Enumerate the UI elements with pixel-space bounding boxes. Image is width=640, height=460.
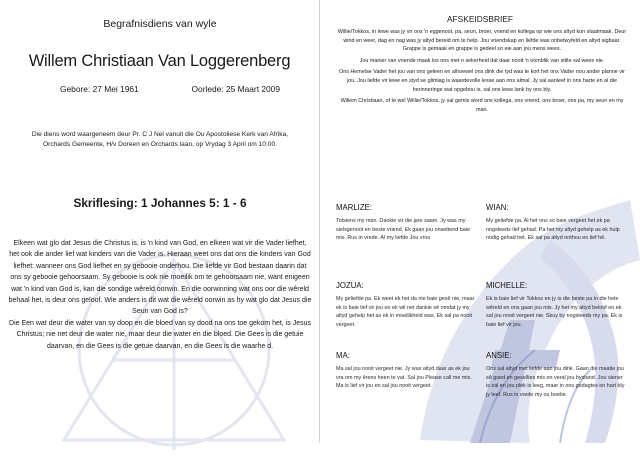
scripture-text [8, 238, 312, 352]
right-page [320, 0, 640, 443]
intro-heading: Begrafnisdiens van wyle [103, 18, 217, 30]
message-jozua [336, 282, 476, 330]
letter-paragraph-1: Willie/Tokkos, in lewe was jy vir ons 'n eggenoot, pa, seun, broer, vriend en kollega op wie ons altyd kon staatmaak. Deur wind en weer, dag en nag was jy altyd bereid om te help. Jou vriendskap en liefde was onbetwyfeld en altyd sigbaar. Grappe is gemaak en grappe is gedeel so eie aan jou mens wees. [337, 29, 627, 53]
message-name: MICHELLE: [486, 281, 528, 290]
message-ansie [486, 352, 628, 400]
death-date: Oorlede: 25 Maart 2009 [191, 84, 280, 94]
message-name: MARLIZE: [336, 203, 372, 212]
scripture-heading: Skriflesing: 1 Johannes 5: 1 - 6 [73, 196, 247, 210]
farewell-title: AFSKEIDSBRIEF [446, 14, 514, 24]
letter-paragraph-4: Willem Christiaan, of te wel Willie/Tokkos, jy sal gemis word ons kollega, ons vriend, ons broer, ons pa, my seun en my man. [340, 98, 624, 113]
scripture-paragraph-2: Die Een wat deur die water van sy doop en die bloed van sy dood na ons toe gekom het, is Jesus Christus; nie net deur die water nie, maar deur die water en die bloed. Die Gees is die getuie daarvan, en die Gees is die getuie daarvan, en die Gees is die waarhe d. [9, 319, 311, 350]
letter-paragraph-3: Ons Hemelse Vader het jou van ons geleen en alhoewel ons dink die tyd was te kort het ons Vader nou ander planne vir jou. Jou liefde vir lewe en styd se glimlag is waardevolle lesse aan ons almal. Jy sal aanleef in ons harte en al die herinneringe wat opgebou is, sal ons lewe lank by ons bly. [339, 69, 625, 93]
message-name: ANSIE: [486, 351, 512, 360]
message-text: My geliefde pa. Al het ons so baie vergeet het ek pa nogsteeds lief gehad. Pa het my altyd gehelp as ek hulp nodig gehad het. Ek sal pa altyd onthou en lief hê. [486, 217, 620, 242]
message-michelle [486, 282, 628, 330]
message-name: JOZUA: [336, 281, 364, 290]
message-wian [486, 204, 628, 243]
message-text: Totsiens my man. Dankie vir die jare saam. Jy was my sielsgenoot en beste vriend. Ek gaan jou onsettend baie mis. Rus in vrede. Al my liefde Jou vrou [336, 217, 470, 242]
message-name: WIAN: [486, 203, 509, 212]
letter-paragraph-2: Jou manier van vriende maak los ons met n sekerheid dat daar nooit 'n oomblik van stilte sal wees nie. [359, 57, 605, 64]
scripture-paragraph-1: Elkeen wat glo dat Jesus die Christus is, is 'n kind van God, en elkeen wat vir die Vader liefhet, het ook die ander lief wat kinders van die Vader is. Hieraan weet ons dat ons die kinders van God liefhet: wanneer ons God liefhet en sy gebooie onderhou. Die liefde vir God bestaan daarin dat ons sy gebooie gehoorsaam. Sy gebooie is ook nie moeilik om te gehoorsaam nie, want enigeen wat 'n kind van God is, kan die sondige wêreld oorwin. En die oorwinning wat ons oor die wêreld behaal het, is deur ons geloof. Wie anders is dit wat die wêreld oorwin as hy wat glo dat Jesus die Seun van God is? [8, 240, 312, 316]
life-dates [60, 84, 280, 94]
deceased-name: Willem Christiaan Van Loggerenberg [28, 52, 291, 70]
message-text: Ma sal jou nooit vergeet nie. Jy was altyd daar as ek jou vra om my êrens heen te vat. Sal jou Please call me mis. Ma is lief vir jou en sal jou nooit vergeet. [336, 365, 472, 390]
message-text: Ek is baie lief vir Tokkos en jy is die beste pa in die hele wêreld en ons gaan jou mis. Jy het my altyd beloof en ek sal jou nooit vergeet nie. Skuy by nogsteeds my pa. Ek is baie lief vir jou. [486, 295, 623, 329]
message-text: Ons sal altyd met liefde aan jou dink. Gaan die maatie jou sê goed en gesellies mis en veral jou bystand. Jou siener is sal en jou plek is leeg, maar in ons gedagtes en hart bly jy leef. Rus in vrede my ou boetie. [486, 365, 625, 399]
left-page [0, 0, 319, 443]
message-marlize [336, 204, 476, 243]
message-ma [336, 352, 476, 391]
message-name: MA: [336, 351, 350, 360]
message-text: My geliefde pa. Ek weet ek het da nie baie gesê nie, maar ek is baie lief vir jou en ek wil net dankie sê omdat jy my altyd gehelp het as ek in moeilikheid was. Ek sal pa nooit vergeet. [336, 295, 475, 329]
service-details: Die diens word waargeneem deur Pr. C J Nel vanuit die Ou Apostoliese Kerk van Afrika, Orchards Gemeente, H/v Doreen en Orchards laan, op Vrydag 3 April om 10:00. [31, 131, 289, 149]
farewell-letter [336, 28, 628, 117]
birth-date: Gebore: 27 Mei 1961 [60, 84, 139, 94]
